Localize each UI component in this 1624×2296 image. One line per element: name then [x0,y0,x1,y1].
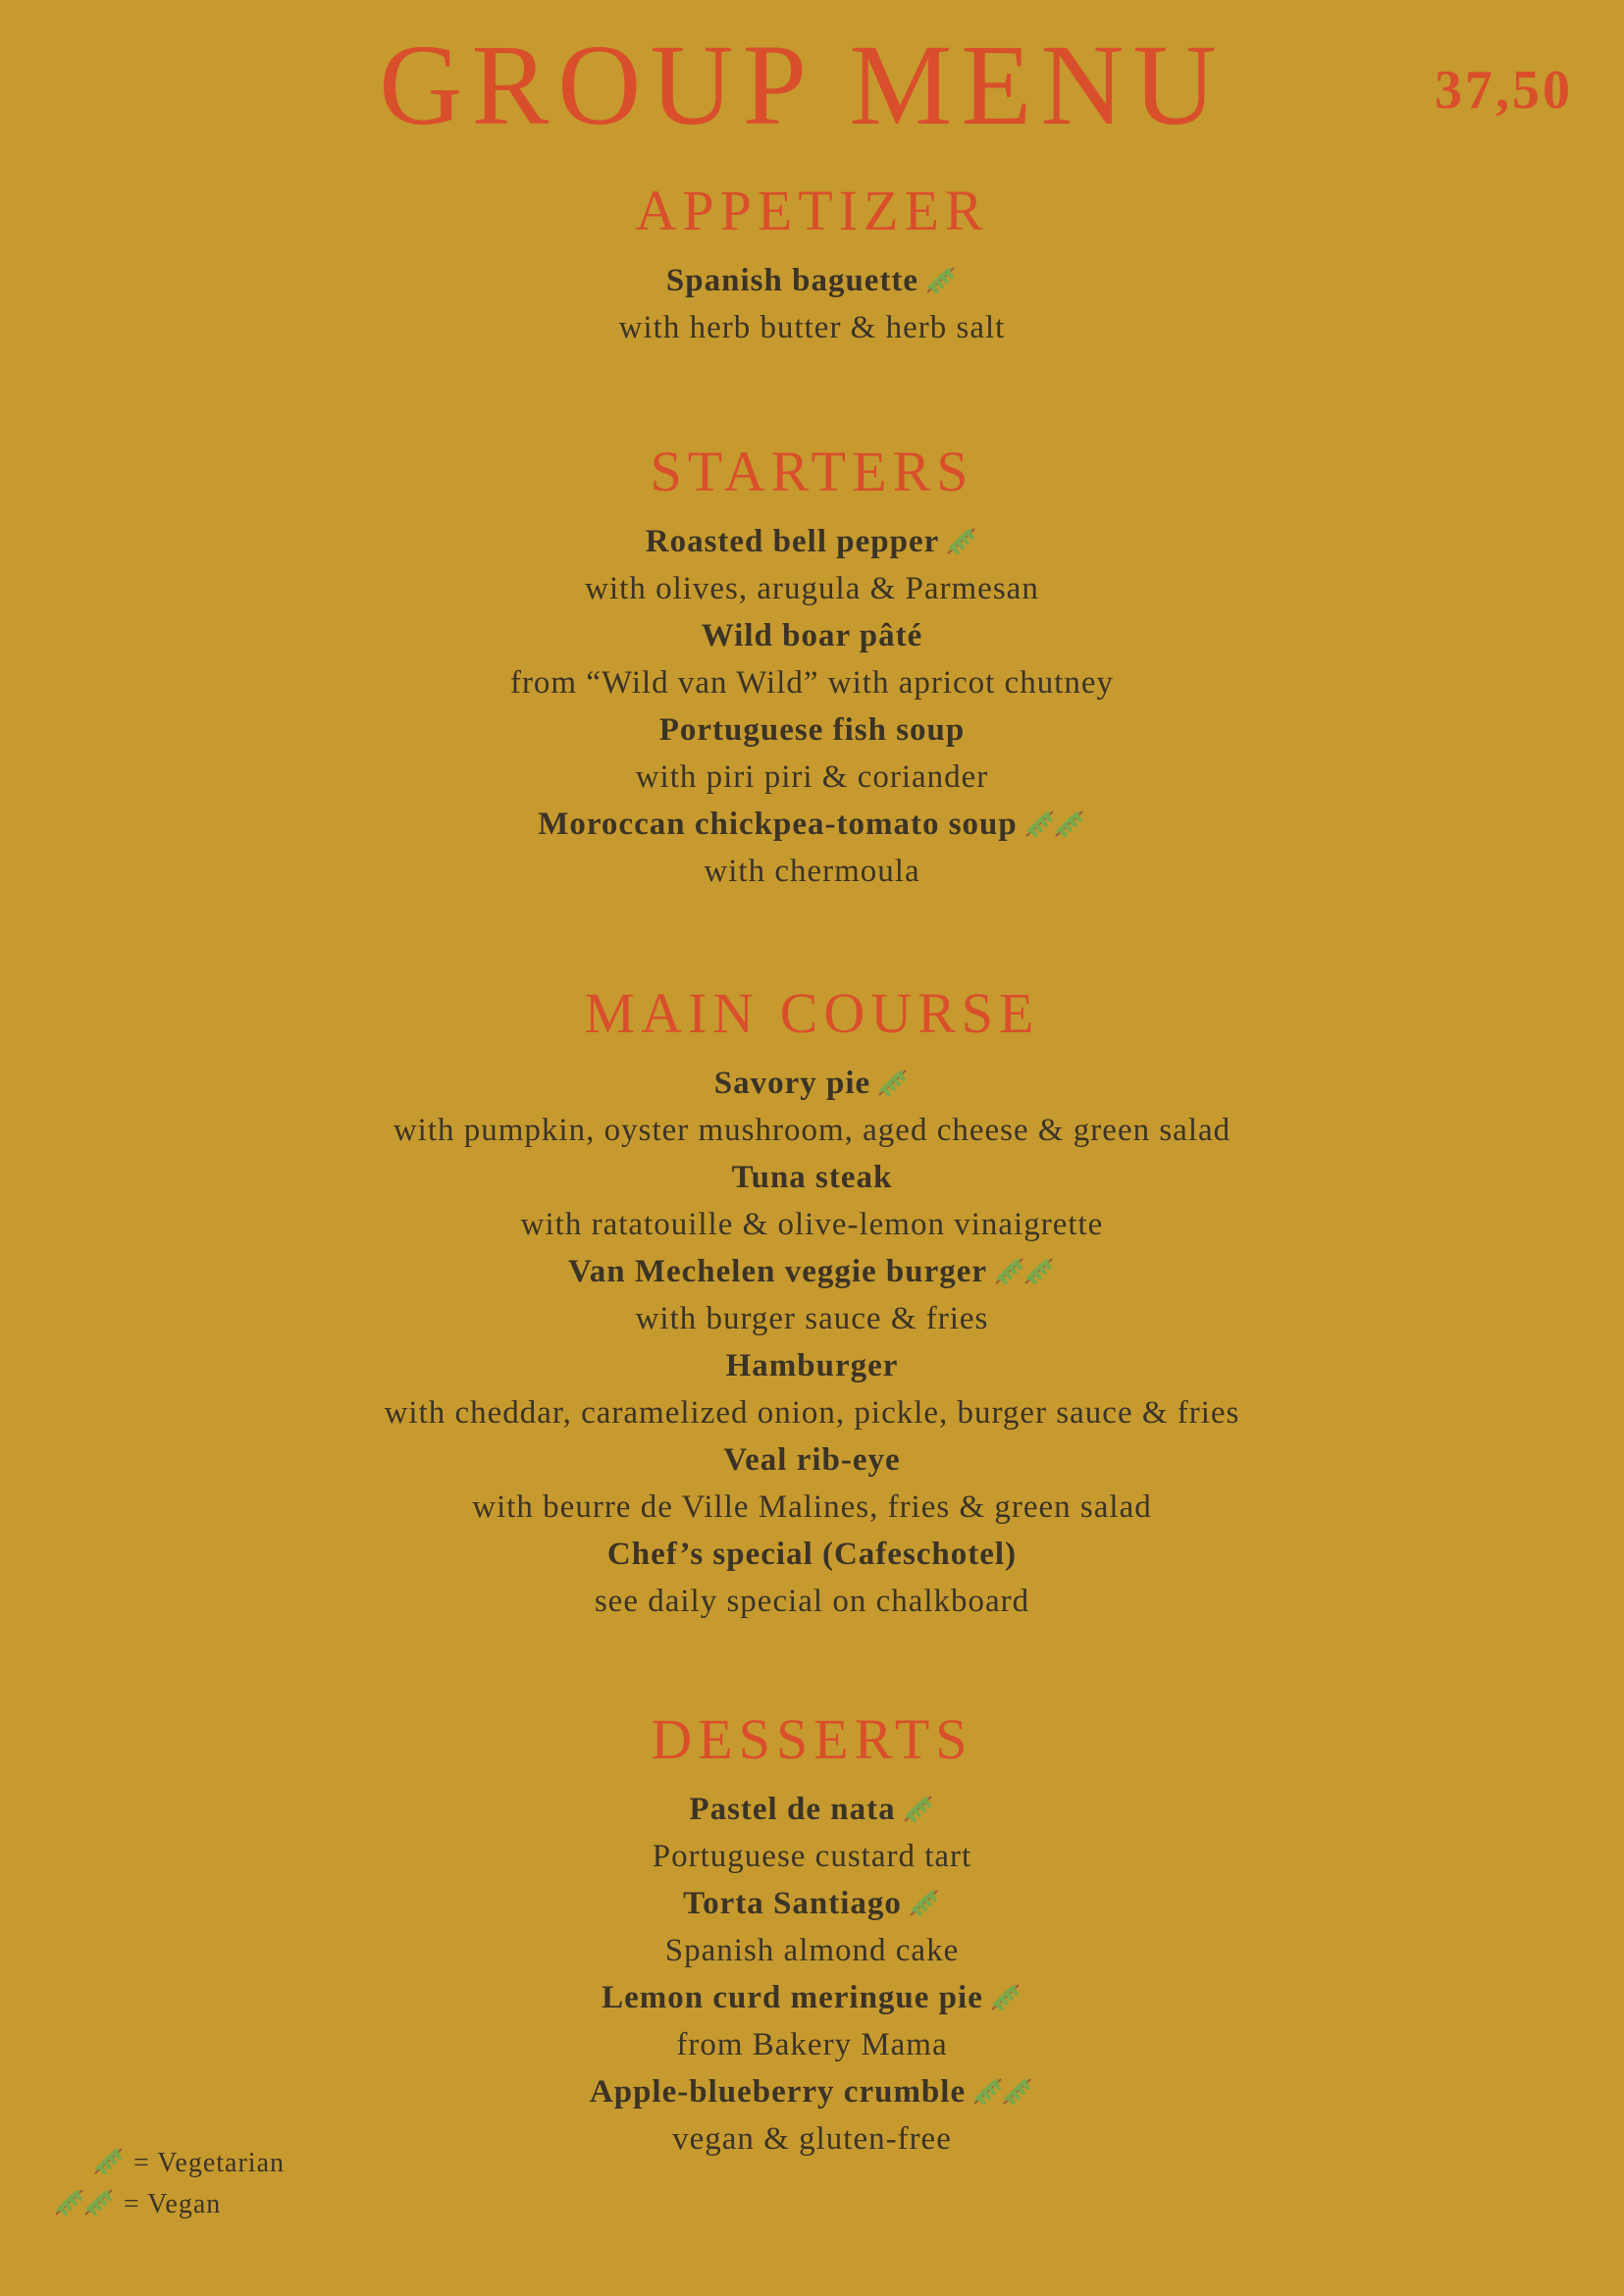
menu-item-name-text: Torta Santiago [683,1886,902,1921]
menu-item-description: with burger sauce & fries [635,1301,989,1336]
menu-item-name-text: Wild boar pâté [701,618,923,653]
menu-item-description: see daily special on chalkboard [594,1584,1030,1619]
leaf-icon [993,1256,1026,1285]
menu-item-description: with olives, arugula & Parmesan [585,571,1039,606]
menu-item-name-text: Pastel de nata [689,1792,896,1827]
menu-item-name [0,1342,1624,1389]
leaf-icon [908,1888,941,1917]
menu-item-name-text: Portuguese fish soup [658,712,966,748]
menu-item-name [0,1060,1624,1107]
section-title: MAIN COURSE [584,981,1040,1045]
leaf-icon [945,526,978,555]
menu-item-name [0,1248,1624,1295]
leaf-icon [902,1794,935,1823]
diet-legend [86,2143,285,2225]
menu-item-description: with ratatouille & olive-lemon vinaigrette [520,1207,1104,1242]
leaf-icon [1023,809,1057,838]
legend-vegetarian [86,2143,285,2184]
leaf-icon [82,2187,116,2217]
legend-vegan [47,2184,285,2225]
menu-item-name-text: Tuna steak [731,1160,893,1195]
item-list [0,1786,1624,2163]
section-title: STARTERS [650,440,974,503]
section-appetizer [0,179,1624,351]
menu-item-description: vegan & gluten-free [672,2121,952,2157]
menu-item-description: with herb butter & herb salt [618,310,1006,345]
menu-item-name [0,2068,1624,2115]
menu-item-name [0,1880,1624,1927]
menu-title: GROUP MENU [379,21,1226,149]
menu-item-description: Spanish almond cake [664,1933,960,1968]
leaf-icon [1053,809,1086,838]
menu-item-description: with chermoula [704,854,920,889]
menu-item-name-text: Van Mechelen veggie burger [567,1254,988,1289]
menu-item-description: with beurre de Ville Malines, fries & green salad [472,1489,1152,1525]
menu-item-name [0,1974,1624,2021]
menu-item-name [0,257,1624,304]
section-starters [0,440,1624,895]
menu-item-name [0,706,1624,754]
legend-vegan-label: = Vegan [124,2189,222,2219]
leaf-icon [989,1982,1022,2011]
section-title: DESSERTS [651,1707,973,1771]
menu-item-name-text: Apple-blueberry crumble [589,2074,967,2110]
menu-item-name [0,801,1624,848]
legend-vegetarian-label: = Vegetarian [133,2148,285,2178]
menu-item-description: with pumpkin, oyster mushroom, aged cheese & green salad [393,1113,1231,1148]
menu-item-name-text: Spanish baguette [665,263,919,298]
menu-item-name-text: Lemon curd meringue pie [602,1980,983,2015]
leaf-icon [53,2187,86,2217]
leaf-icon [92,2146,126,2175]
menu-item-name [0,612,1624,659]
menu-item-name-text: Veal rib-eye [723,1442,901,1478]
leaf-icon [1022,1256,1056,1285]
leaf-icon [924,265,958,294]
item-list [0,257,1624,351]
leaf-icon [47,2189,116,2219]
menu-item-name [0,1786,1624,1833]
item-list [0,1060,1624,1625]
section-title: APPETIZER [635,179,989,242]
menu-item-name [0,1531,1624,1578]
menu-item-name-text: Roasted bell pepper [645,524,940,559]
menu-item-description: Portuguese custard tart [652,1839,972,1874]
menu-item-name [0,1154,1624,1201]
menu-item-name-text: Moroccan chickpea-tomato soup [538,807,1018,842]
menu-item-name-text: Hamburger [725,1348,899,1383]
menu-item-name-text: Savory pie [713,1066,871,1101]
menu-item-name [0,518,1624,565]
leaf-icon [1001,2076,1034,2106]
menu-item-description: with cheddar, caramelized onion, pickle, burger sauce & fries [384,1395,1240,1431]
menu-item-name [0,1436,1624,1484]
menu-item-description: from “Wild van Wild” with apricot chutney [509,665,1115,701]
menu-item-description: from Bakery Mama [676,2027,948,2062]
section-desserts [0,1707,1624,2163]
leaf-icon [971,2076,1005,2106]
leaf-icon [876,1068,910,1097]
item-list [0,518,1624,895]
section-main-course [0,981,1624,1625]
leaf-icon [86,2148,126,2178]
menu-price: 37,50 [1435,60,1573,121]
menu-item-description: with piri piri & coriander [635,759,989,795]
menu-item-name-text: Chef’s special (Cafeschotel) [606,1537,1018,1572]
